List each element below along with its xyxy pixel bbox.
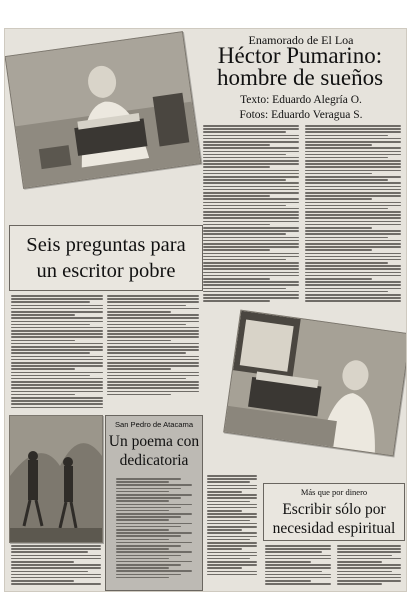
credit-text: Texto: Eduardo Alegría O.: [240, 94, 362, 106]
bottom-body-col: [207, 475, 257, 577]
kicker-mas-que-dinero: [264, 487, 404, 497]
poem-lines: [116, 478, 192, 580]
dancers-caption-text: [11, 545, 101, 586]
escribir-body-col-2: [337, 545, 401, 586]
headline-escribir: [264, 500, 404, 538]
body-column-1: [203, 125, 299, 304]
headline-line-2: un escritor pobre: [36, 260, 176, 282]
credit-photos: Fotos: Eduardo Veragua S.: [239, 109, 363, 121]
kicker-text: Más que por dinero: [300, 487, 368, 497]
escribir-body-col-1: [265, 545, 331, 586]
kicker-text: Enamorado de El Loa: [248, 33, 354, 47]
headline-line-1: Seis preguntas para: [26, 234, 186, 256]
dancers-photo-icon: [10, 416, 102, 542]
photo-writer-typewriter-top: [5, 31, 202, 189]
kicker-text: San Pedro de Atacama: [114, 420, 194, 429]
man-typewriter-photo-icon: [6, 32, 201, 187]
photo-writer-typewriter-middle: [223, 310, 407, 457]
man-typewriter-photo-icon: [224, 311, 407, 455]
headline-seis-preguntas: [10, 232, 202, 284]
headline-poema: [106, 432, 202, 470]
box-poema: [105, 415, 203, 591]
box-seis-preguntas: [9, 225, 203, 291]
seis-body-col-2: [107, 295, 199, 397]
headline-line-1: Héctor Pumarino:: [217, 43, 383, 68]
headline-line-1: Un poema con: [108, 433, 200, 450]
credits: [201, 93, 401, 123]
headline-line-1: Escribir sólo por: [282, 501, 386, 518]
headline-hector-pumarino: [197, 45, 403, 89]
box-escribir: [263, 483, 405, 541]
photo-dancers: [9, 415, 103, 543]
headline-line-2: hombre de sueños: [216, 65, 384, 90]
newspaper-page: [4, 28, 407, 592]
seis-body-col-1: [11, 295, 103, 410]
kicker-san-pedro: [106, 420, 202, 429]
headline-line-2: necesidad espiritual: [272, 520, 396, 537]
headline-line-2: dedicatoria: [119, 452, 189, 469]
body-column-2: [305, 125, 401, 304]
